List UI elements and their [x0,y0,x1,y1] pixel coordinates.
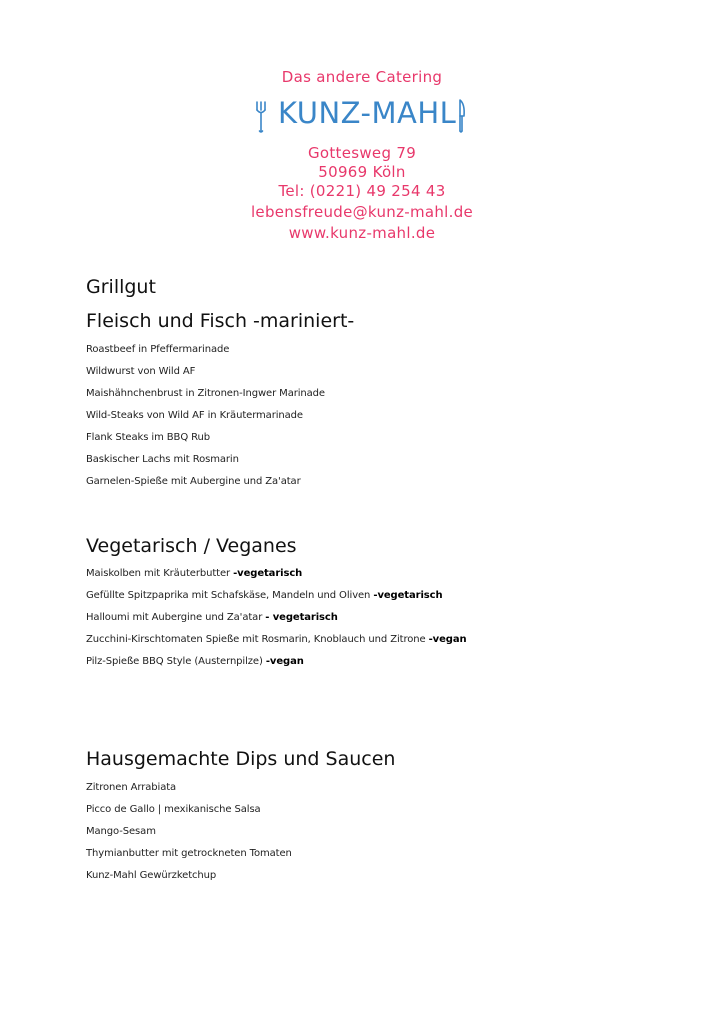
list-item [86,590,442,601]
diet-tag: -vegan [428,634,467,645]
item-text: Wild-Steaks von Wild AF in Kräutermarinade [86,410,303,421]
list-item [86,826,156,837]
item-text: Gefüllte Spitzpaprika mit Schafskäse, Mandeln und Oliven [86,590,374,601]
item-text: Maishähnchenbrust in Zitronen-Ingwer Marinade [86,388,325,399]
list-item [86,804,261,815]
list-item [86,410,303,421]
item-text: Thymianbutter mit getrockneten Tomaten [86,848,292,859]
section-title-vegetarian: Vegetarisch / Veganes [86,535,297,557]
diet-tag: - vegetarisch [265,612,338,623]
section-title-dips: Hausgemachte Dips und Saucen [86,748,396,770]
item-text: Pilz-Spieße BBQ Style (Austernpilze) [86,656,266,667]
item-text: Baskischer Lachs mit Rosmarin [86,454,239,465]
category-title: Grillgut [86,276,156,298]
diet-tag: -vegetarisch [233,568,303,579]
address-street: Gottesweg 79 [307,144,417,162]
logo-text: KUNZ-MAHL [278,96,457,130]
item-text: Garnelen-Spieße mit Aubergine und Za'atar [86,476,301,487]
list-item [86,870,216,881]
phone-number: Tel: (0221) 49 254 43 [278,182,446,200]
list-item [86,568,302,579]
list-item [86,432,210,443]
list-item [86,454,239,465]
list-item [86,344,229,355]
list-item [86,634,467,645]
item-text: Zucchini-Kirschtomaten Spieße mit Rosmarin, Knoblauch und Zitrone [86,634,429,645]
list-item [86,848,292,859]
section-title-meat-fish: Fleisch und Fisch -mariniert- [86,310,355,332]
list-item [86,782,176,793]
list-item [86,612,338,623]
diet-tag: -vegan [265,656,304,667]
diet-tag: -vegetarisch [373,590,443,601]
item-text: Kunz-Mahl Gewürzketchup [86,870,217,881]
list-item [86,388,325,399]
logo [252,96,476,138]
email-address[interactable]: lebensfreude@kunz-mahl.de [250,203,474,221]
website-link[interactable]: www.kunz-mahl.de [288,224,436,242]
knife-icon [454,98,468,134]
item-text: Halloumi mit Aubergine und Za'atar [86,612,266,623]
list-item [86,476,301,487]
list-item [86,366,195,377]
item-text: Zitronen Arrabiata [86,782,177,793]
item-text: Wildwurst von Wild AF [86,366,196,377]
fork-icon [254,100,268,134]
tagline: Das andere Catering [281,68,443,86]
item-text: Flank Steaks im BBQ Rub [86,432,211,443]
address-city: 50969 Köln [318,163,406,181]
item-text: Picco de Gallo | mexikanische Salsa [86,804,261,815]
list-item [86,656,304,667]
item-text: Mango-Sesam [86,826,156,837]
item-text: Roastbeef in Pfeffermarinade [86,344,230,355]
item-text: Maiskolben mit Kräuterbutter [86,568,234,579]
